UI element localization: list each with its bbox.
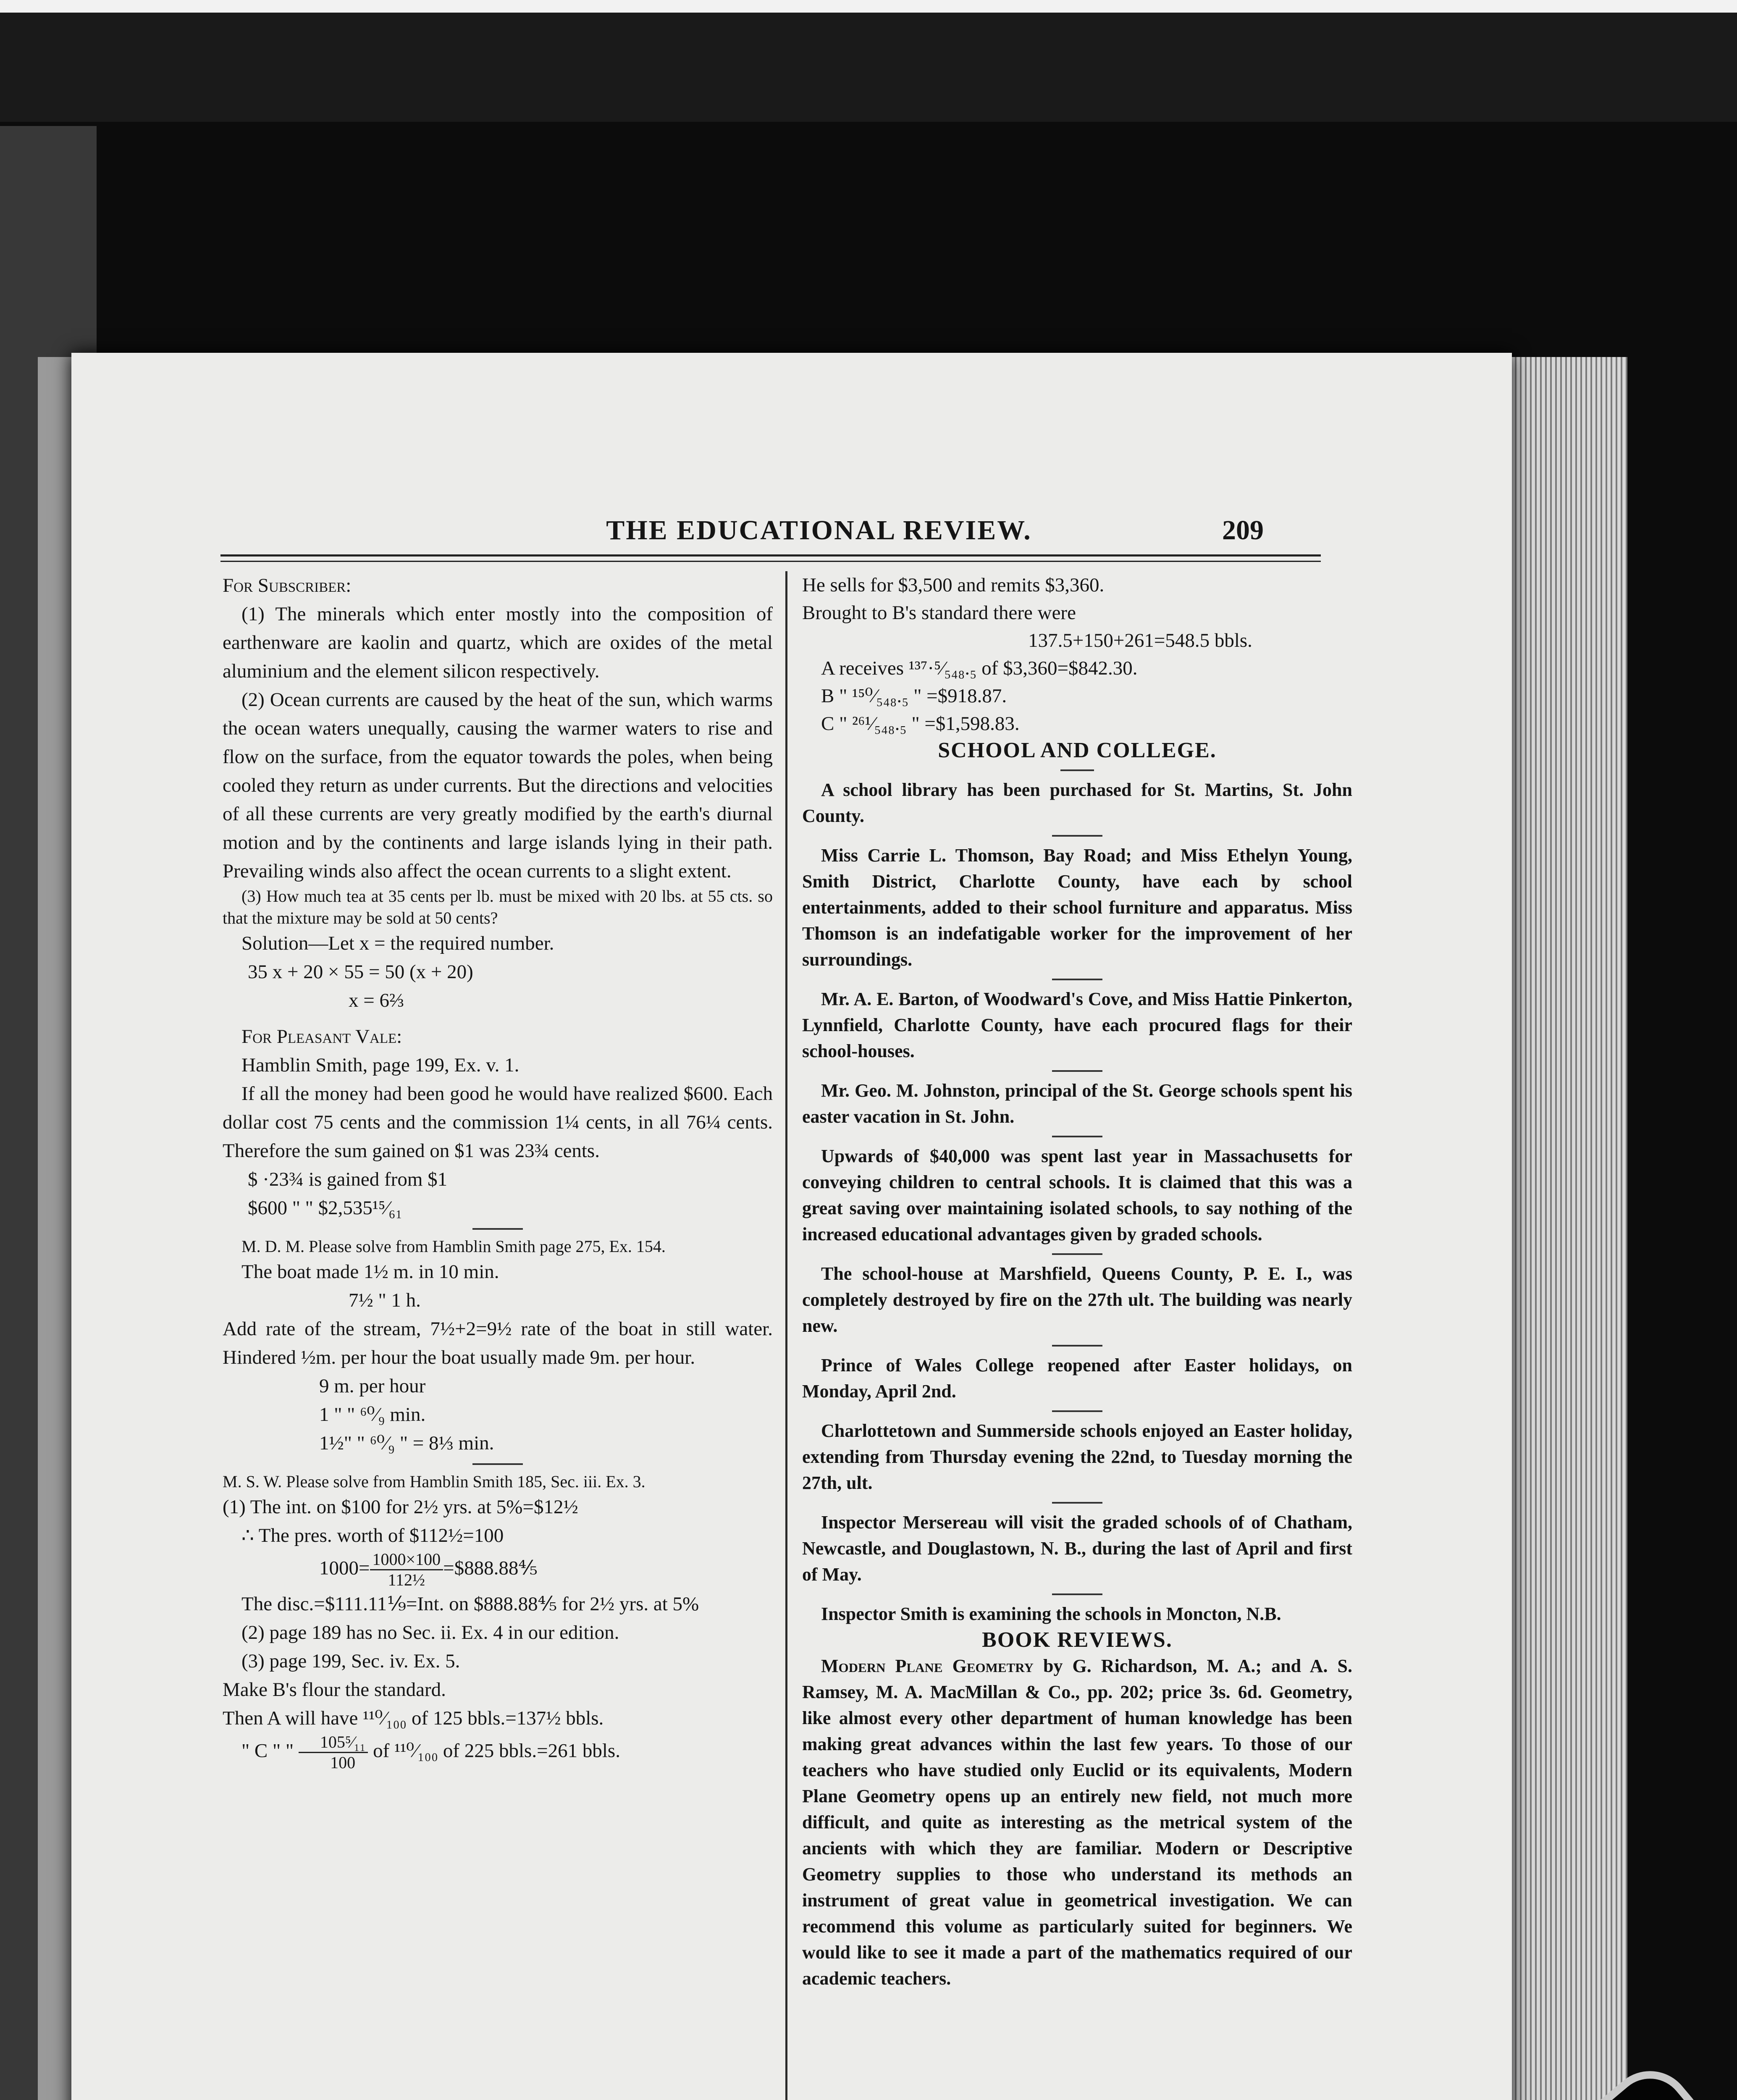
sum-line: 137.5+150+261=548.5 bbls. (1028, 630, 1252, 651)
running-head: THE EDUCATIONAL REVIEW. (606, 515, 1032, 546)
question-3: (3) How much tea at 35 cents per lb. must be mixed with 20 lbs. at 55 cts. so that the mixture may be sold at 50 cents? (223, 887, 773, 927)
divider (1052, 1410, 1102, 1412)
news-item: Mr. Geo. M. Johnston, principal of the St. George schools spent his easter vacation in St. John. (802, 1080, 1352, 1127)
gain-line-2: $600 " " $2,535¹⁵⁄₆₁ (248, 1197, 402, 1219)
boat-calc-2: 1 " " ⁶⁰⁄₉ min. (319, 1404, 426, 1425)
interest-line: (1) The int. on $100 for 2½ yrs. at 5%=$12½ (223, 1496, 578, 1518)
present-worth-line: ∴ The pres. worth of $112½=100 (241, 1525, 504, 1546)
fraction-rhs: =$888.88⅘ (443, 1557, 538, 1579)
divider (1052, 1593, 1102, 1595)
c-fraction (299, 1732, 368, 1772)
equation-1: 35 x + 20 × 55 = 50 (x + 20) (248, 961, 473, 983)
news-item: Upwards of $40,000 was spent last year in Massachusetts for conveying children to central schools. It is claimed that this was a great saving over maintaining isolated schools, to say nothing of the increased educational advantages given by graded schools. (802, 1146, 1352, 1244)
fraction-denominator: 112½ (388, 1570, 425, 1589)
divider (1052, 979, 1102, 980)
divider (1060, 769, 1094, 771)
answer-1: (1) The minerals which enter mostly into the composition of earthenware are kaolin and quartz, which are oxides of the metal aluminium and the element silicon respectively. (223, 603, 773, 682)
news-item: The school-house at Marshfield, Queens County, P. E. I., was completely destroyed by fire on the 27th ult. The building was nearly new. (802, 1263, 1352, 1336)
hamblin-reference: Hamblin Smith, page 199, Ex. v. 1. (241, 1054, 520, 1076)
msw-question: M. S. W. Please solve from Hamblin Smith 185, Sec. iii. Ex. 3. (223, 1472, 645, 1491)
equation-2: x = 6⅔ (349, 990, 404, 1011)
c-fraction-denominator: 100 (330, 1753, 356, 1772)
divider (472, 1463, 523, 1465)
book-reviews-heading: BOOK REVIEWS. (982, 1628, 1173, 1652)
standard-line: Make B's flour the standard. (223, 1679, 446, 1701)
discount-line: The disc.=$111.11⅑=Int. on $888.88⅘ for 2½ yrs. at 5% (241, 1593, 699, 1615)
page-number: 209 (1222, 515, 1264, 546)
pleasant-vale-heading: For Pleasant Vale: (241, 1026, 402, 1047)
a-will-have-line: Then A will have ¹¹⁰⁄₁₀₀ of 125 bbls.=137½ bbls. (223, 1707, 604, 1729)
news-item: Miss Carrie L. Thomson, Bay Road; and Miss Ethelyn Young, Smith District, Charlotte County, have each by school entertainments, added to their school furniture and apparatus. Miss Thomson is an indefatigable worker for the improvement of her surroundings. (802, 845, 1352, 970)
left-column (223, 571, 773, 1772)
solution-line: Solution—Let x = the required number. (241, 932, 554, 954)
fraction-line (223, 1550, 773, 1590)
column-rule (785, 571, 787, 2100)
news-item: A school library has been purchased for St. Martins, St. John County. (802, 780, 1352, 826)
answer-money: If all the money had been good he would have realized $600. Each dollar cost 75 cents and the commission 1¼ cents, in all 76¼ cents. Therefore the sum gained on $1 was 23¾ cents. (223, 1083, 773, 1162)
c-line (223, 1732, 773, 1772)
edition-note: (2) page 189 has no Sec. ii. Ex. 4 in our edition. (241, 1622, 619, 1643)
c-line-rest: of ¹¹⁰⁄₁₀₀ of 225 bbls.=261 bbls. (373, 1740, 620, 1762)
header-rule (220, 554, 1321, 556)
school-and-college-heading: SCHOOL AND COLLEGE. (938, 738, 1217, 762)
news-item: Mr. A. E. Barton, of Woodward's Cove, and Miss Hattie Pinkerton, Lynnfield, Charlotte County, have each procured flags for their school-houses. (802, 989, 1352, 1061)
film-band (0, 13, 1737, 122)
brought-line: Brought to B's standard there were (802, 602, 1076, 624)
boat-calc-1: 9 m. per hour (319, 1375, 426, 1397)
divider (1052, 1136, 1102, 1137)
subscriber-heading: For Subscriber: (223, 575, 352, 596)
boat-calc-3: 1½" " ⁶⁰⁄₉ " = 8⅓ min. (319, 1432, 494, 1454)
divider (1052, 1345, 1102, 1347)
c-line-lead: " C " " (241, 1740, 294, 1762)
boat-line-2: 7½ " 1 h. (349, 1289, 421, 1311)
boat-line-1: The boat made 1½ m. in 10 min. (241, 1261, 499, 1283)
mdm-question: M. D. M. Please solve from Hamblin Smith page 275, Ex. 154. (241, 1237, 666, 1256)
header-rule-double (220, 561, 1321, 562)
divider (1052, 1070, 1102, 1072)
news-item: Inspector Mersereau will visit the graded schools of of Chatham, Newcastle, and Douglastown, N. B., during the last of April and first of May. (802, 1512, 1352, 1585)
divider (1052, 1253, 1102, 1255)
fraction-numerator: 1000×100 (370, 1550, 443, 1570)
page-199-line: (3) page 199, Sec. iv. Ex. 5. (241, 1650, 460, 1672)
fraction-lhs: 1000= (319, 1557, 370, 1579)
divider (1052, 1502, 1102, 1504)
book-title: Modern Plane Geometry (821, 1656, 1034, 1676)
boat-paragraph: Add rate of the stream, 7½+2=9½ rate of the boat in still water. Hindered ½m. per hour the boat usually made 9m. per hour. (223, 1318, 773, 1368)
sells-line: He sells for $3,500 and remits $3,360. (802, 574, 1105, 596)
c-fraction-numerator: 105⁵⁄₁₁ (299, 1732, 368, 1753)
a-receives-line: A receives ¹³⁷·⁵⁄₅₄₈.₅ of $3,360=$842.30. (821, 657, 1138, 679)
book-review-text: by G. Richardson, M. A.; and A. S. Ramsey, M. A. MacMillan & Co., pp. 202; price 3s. 6d. Geometry, like almost every other department of human knowledge has been making great advances within the last few years. To those of our teachers who have studied only Euclid or its equivalents, Modern Plane Geometry opens up an entirely new field, not much more difficult, and quite as interesting as the metrical system of the ancients with which they are familiar. Modern or Descriptive Geometry supplies to those who understand its methods an instrument of great value in geometrical investigation. We can recommend this volume as particularly suited for beginners. We would like to see it made a part of the mathematics required of our academic teachers. (802, 1656, 1352, 1989)
c-receives-line: C " ²⁶¹⁄₅₄₈.₅ " =$1,598.83. (821, 713, 1020, 735)
divider (472, 1228, 523, 1230)
news-item: Charlottetown and Summerside schools enjoyed an Easter holiday, extending from Thursday evening the 22nd, to Tuesday morning the 27th, ult. (802, 1420, 1352, 1493)
gain-line-1: $ ·23¾ is gained from $1 (248, 1168, 448, 1190)
page-edges (1501, 357, 1627, 2100)
book-review (802, 1653, 1352, 1992)
scan-border (0, 0, 1737, 13)
fraction (370, 1550, 443, 1590)
answer-2: (2) Ocean currents are caused by the heat of the sun, which warms the ocean waters unequally, causing the warmer waters to rise and flow on the surface, from the equator towards the poles, when being cooled they return as under currents. But the directions and velocities of all these currents are very greatly modified by the earth's diurnal motion and by the continents and large islands lying in their path. Prevailing winds also affect the ocean currents to a slight extent. (223, 689, 773, 882)
divider (1052, 835, 1102, 837)
news-item: Prince of Wales College reopened after Easter holidays, on Monday, April 2nd. (802, 1355, 1352, 1402)
right-column (802, 571, 1352, 1992)
b-receives-line: B " ¹⁵⁰⁄₅₄₈.₅ " =$918.87. (821, 685, 1007, 707)
news-item: Inspector Smith is examining the schools in Moncton, N.B. (821, 1604, 1281, 1624)
